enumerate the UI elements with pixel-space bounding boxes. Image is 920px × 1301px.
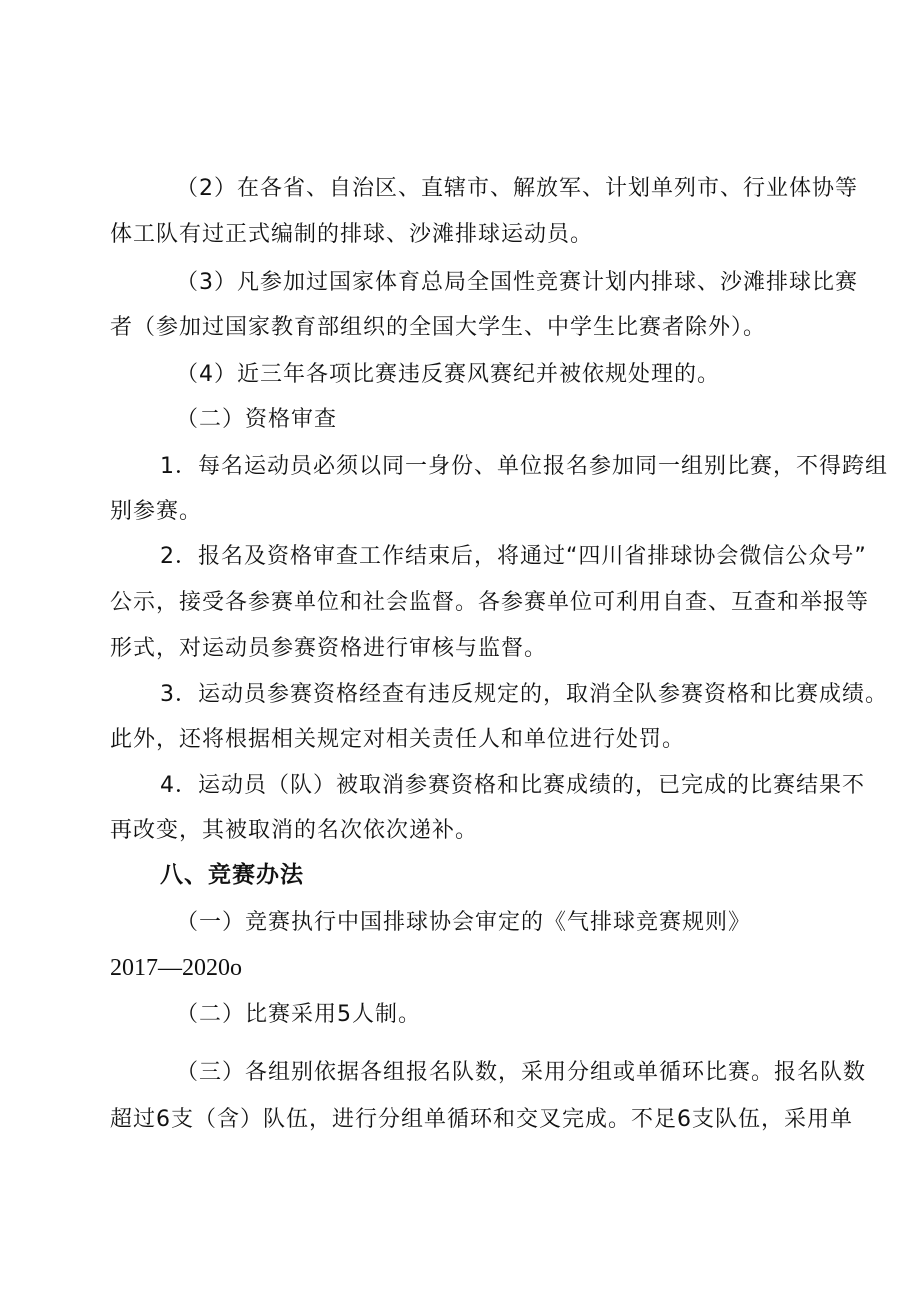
paragraph-line: 此外，还将根据相关规定对相关责任人和单位进行处罚。 [110,727,686,752]
paragraph-line: 者（参加过国家教育部组织的全国大学生、中学生比赛者除外）。 [110,315,767,340]
section-subheading: （二）资格审查 [176,407,338,432]
paragraph-line: 再改变，其被取消的名次依次递补。 [110,818,479,843]
paragraph-line: 2017—2020o [110,955,242,981]
section-heading: 八、竞赛办法 [160,862,304,888]
paragraph-line: （4）近三年各项比赛违反赛风赛纪并被依规处理的。 [176,362,720,387]
paragraph-line: 4．运动员（队）被取消参赛资格和比赛成绩的，已完成的比赛结果不 [160,773,865,798]
paragraph-line: 3．运动员参赛资格经查有违反规定的，取消全队参赛资格和比赛成绩。 [160,682,888,707]
paragraph-line: 体工队有过正式编制的排球、沙滩排球运动员。 [110,222,594,247]
paragraph-line: 超过6支（含）队伍，进行分组单循环和交叉完成。不足6支队伍，采用单 [110,1107,853,1132]
paragraph-line: （三）各组别依据各组报名队数，采用分组或单循环比赛。报名队数 [176,1060,867,1085]
paragraph-line: 形式，对运动员参赛资格进行审核与监督。 [110,636,548,661]
paragraph-line: 公示，接受各参赛单位和社会监督。各参赛单位可利用自查、互查和举报等 [110,590,870,615]
paragraph-line: 1．每名运动员必须以同一身份、单位报名参加同一组别比赛，不得跨组 [160,454,888,479]
paragraph-line: 别参赛。 [110,499,203,524]
paragraph-line: （一）竞赛执行中国排球协会审定的《气排球竞赛规则》 [176,910,752,935]
paragraph-line: 2．报名及资格审查工作结束后，将通过“四川省排球协会微信公众号” [160,544,867,569]
paragraph-line: （2）在各省、自治区、直辖市、解放军、计划单列市、行业体协等 [176,176,858,201]
paragraph-line: （3）凡参加过国家体育总局全国性竞赛计划内排球、沙滩排球比赛 [176,270,858,295]
paragraph-line: （二）比赛采用5人制。 [176,1002,421,1027]
